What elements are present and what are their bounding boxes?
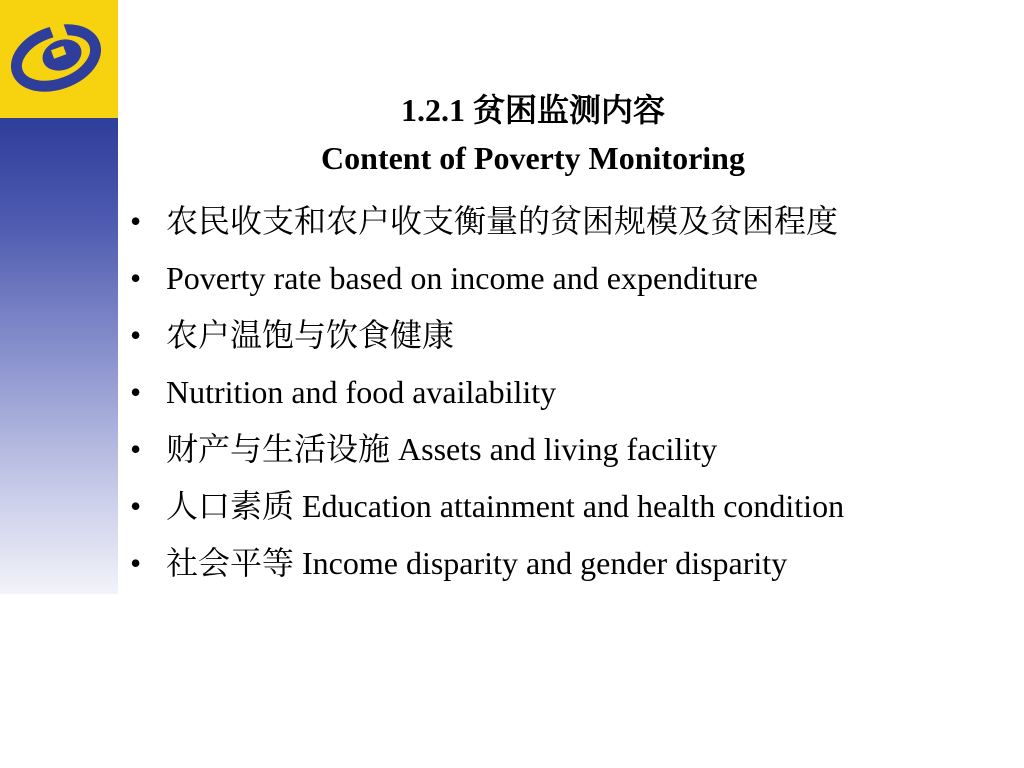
bullet-item: [128, 426, 928, 472]
bullet-text: Poverty rate based on income and expenditure: [166, 260, 758, 296]
bullet-item: [128, 255, 928, 301]
bullet-list: [128, 198, 928, 597]
bullet-dot: •: [130, 488, 142, 524]
bullet-dot: •: [130, 260, 142, 296]
logo-box: [0, 0, 118, 118]
bullet-dot: •: [130, 545, 142, 581]
bullet-text: 人口素质 Education attainment and health condition: [166, 488, 845, 524]
slide-title-english: Content of Poverty Monitoring: [321, 140, 745, 176]
bullet-dot: •: [130, 431, 142, 467]
bullet-text: 农户温饱与饮食健康: [166, 317, 455, 353]
side-gradient-bar: [0, 118, 118, 594]
bullet-item: [128, 483, 928, 529]
bullet-dot: •: [130, 317, 142, 353]
bullet-item: [128, 198, 928, 244]
bullet-dot: •: [130, 374, 142, 410]
bullet-dot: •: [130, 203, 142, 239]
bullet-item: [128, 369, 928, 415]
bullet-text: 农民收支和农户收支衡量的贫困规模及贫困程度: [166, 203, 839, 239]
bullet-text: Nutrition and food availability: [166, 374, 557, 410]
bullet-text: 财产与生活设施 Assets and living facility: [166, 431, 718, 467]
slide-title-chinese: 1.2.1 贫困监测内容: [400, 92, 665, 128]
bullet-item: [128, 312, 928, 358]
bullet-text: 社会平等 Income disparity and gender disparity: [166, 545, 788, 581]
bullet-item: [128, 540, 928, 586]
statistics-bureau-logo-icon: [8, 18, 108, 98]
